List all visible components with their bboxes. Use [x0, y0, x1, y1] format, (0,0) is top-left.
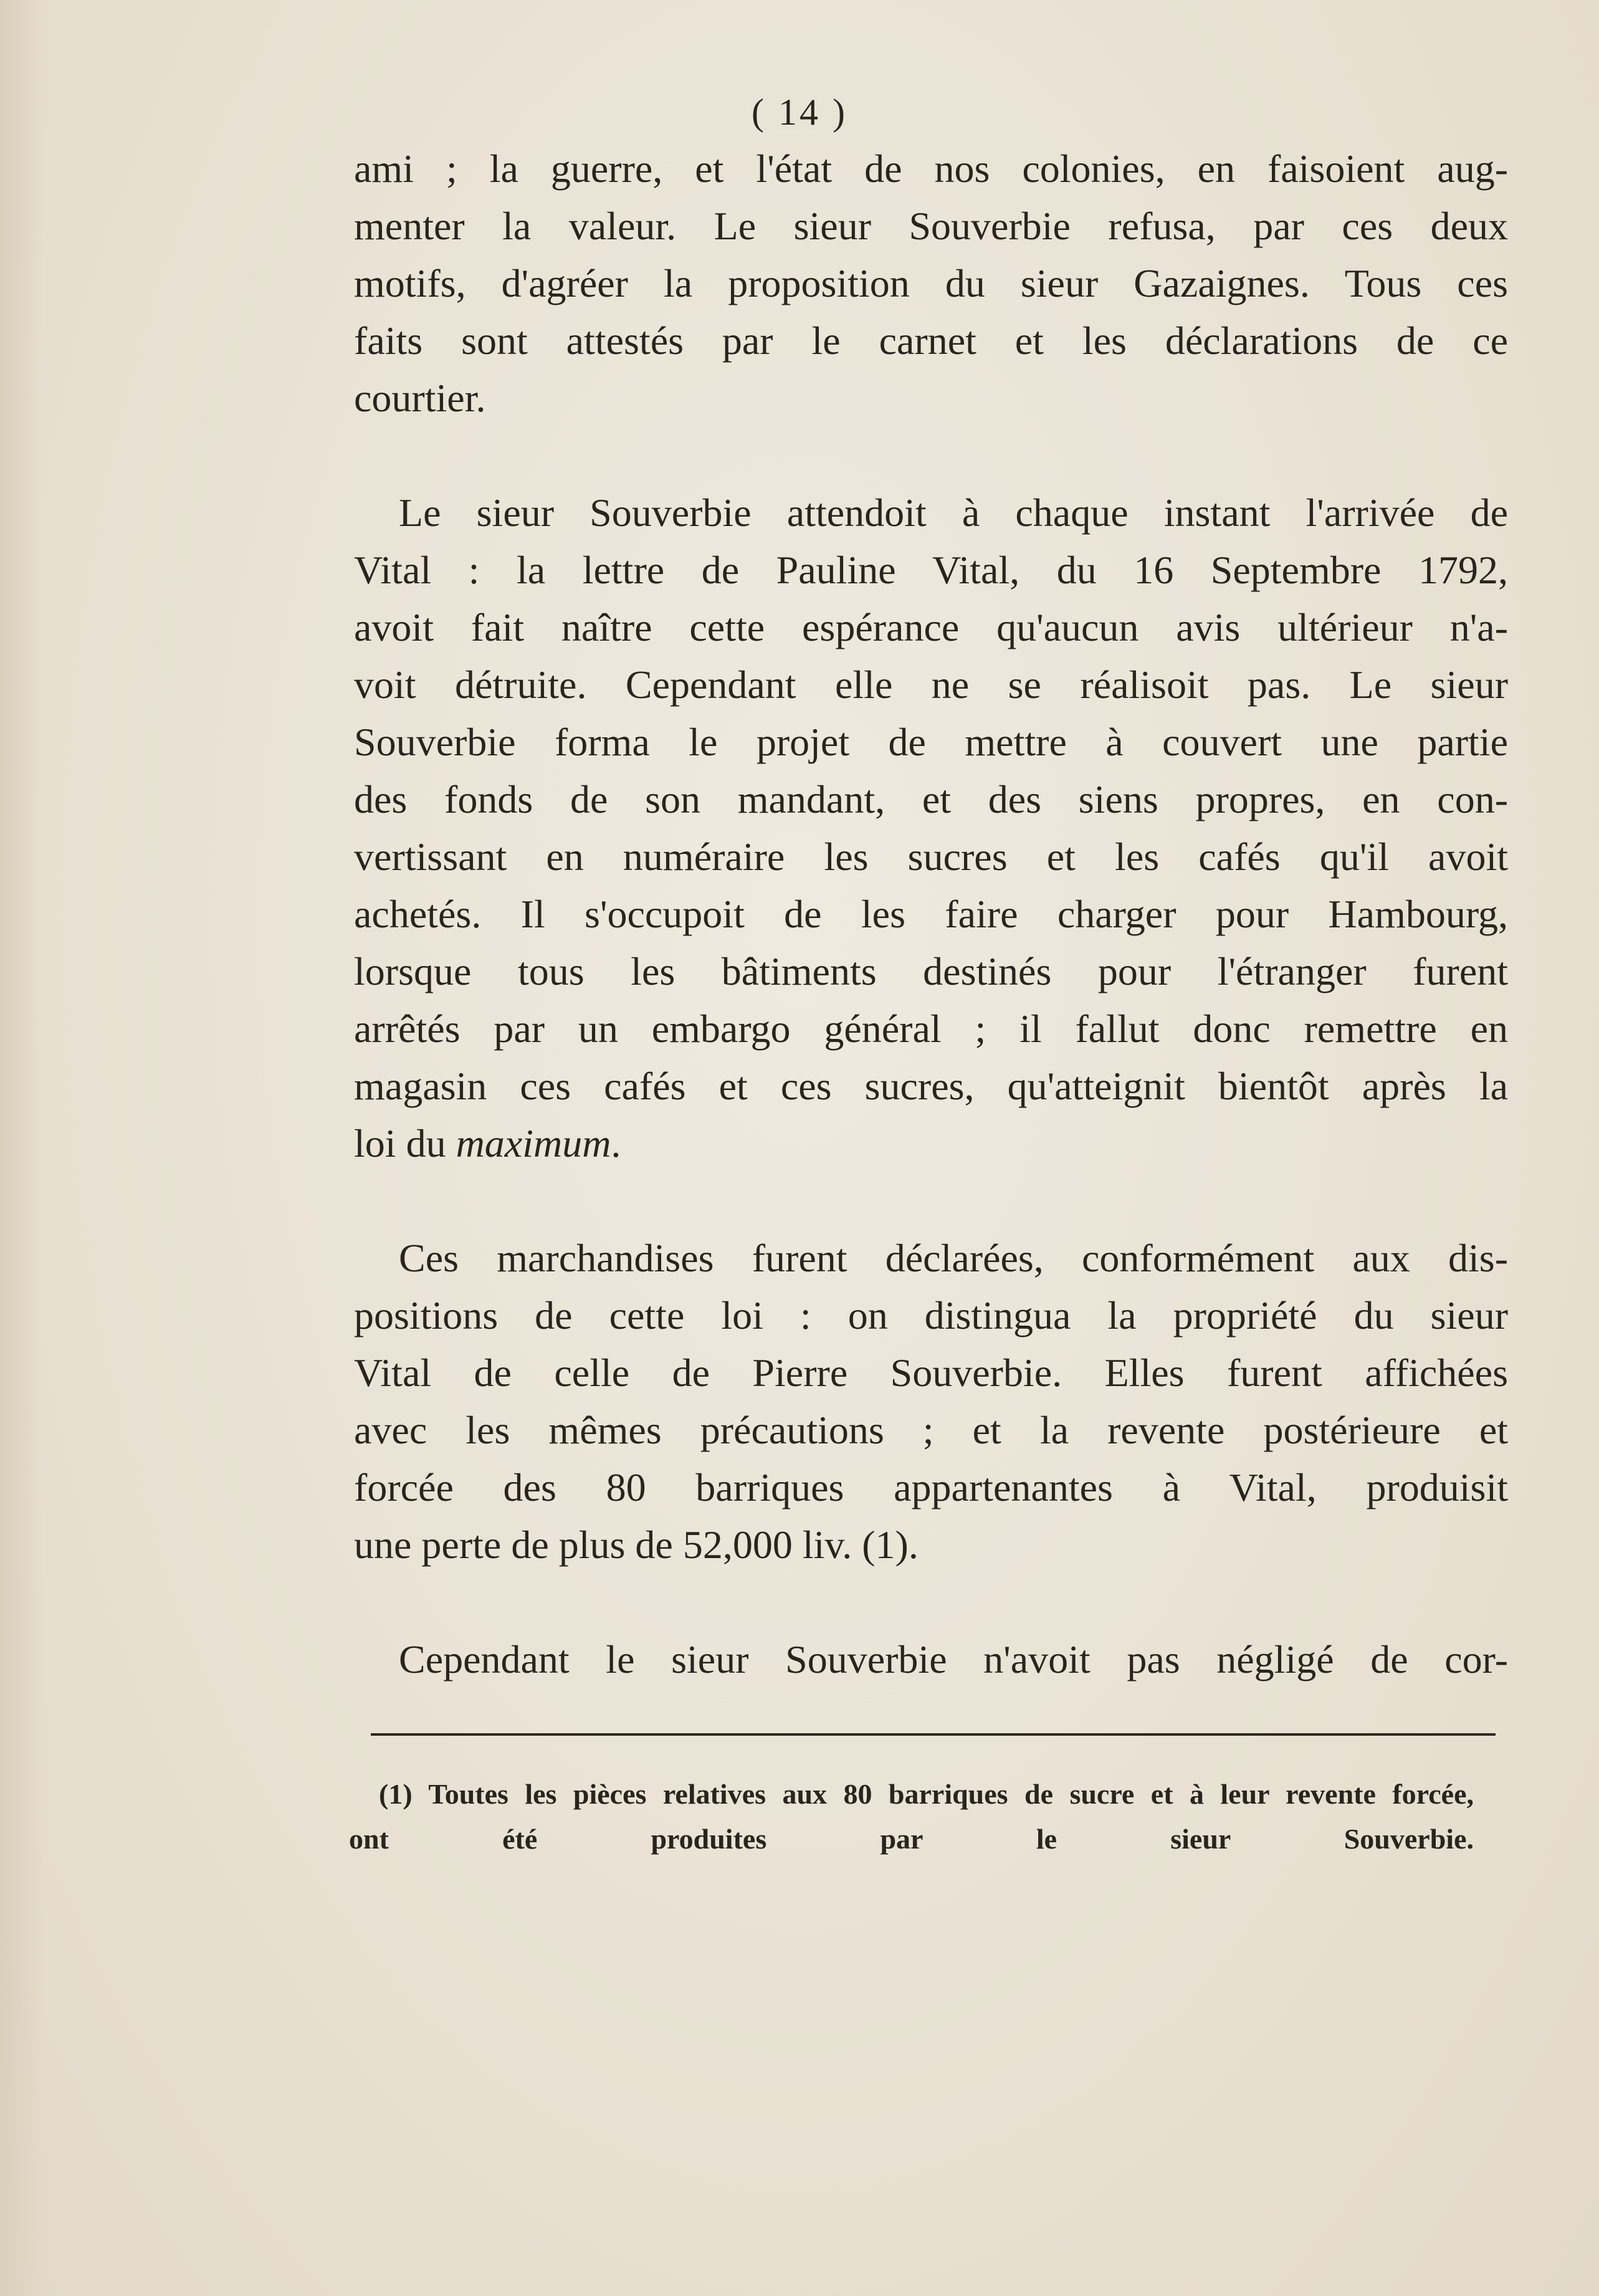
text-line: une perte de plus de 52,000 liv. (1).	[354, 1523, 919, 1567]
body-text	[354, 140, 1508, 1746]
text-line: voit détruite. Cependant elle ne se réalisoit pas. Le sieur	[354, 662, 1508, 707]
text-line: Souverbie forma le projet de mettre à couvert une partie	[354, 720, 1508, 764]
text-line-last	[354, 1115, 1508, 1172]
paragraph-4	[354, 1631, 1508, 1688]
footnote-line: ont été produites par le sieur Souverbie.	[349, 1823, 1474, 1855]
paragraph-2	[354, 484, 1508, 1172]
text-line: vertissant en numéraire les sucres et les cafés qu'il avoit	[354, 835, 1508, 879]
text-fragment: loi du	[354, 1121, 456, 1165]
italic-term: maximum	[456, 1121, 611, 1165]
text-line: Le sieur Souverbie attendoit à chaque instant l'arrivée de	[399, 490, 1508, 535]
footnote	[349, 1772, 1474, 1862]
text-fragment: .	[611, 1121, 621, 1165]
page-edge-shadow	[0, 0, 44, 2296]
text-line: Ces marchandises furent déclarées, conformément aux dis-	[399, 1236, 1508, 1280]
text-line: courtier.	[354, 376, 486, 420]
page-number: ( 14 )	[752, 92, 847, 133]
text-line: lorsque tous les bâtiments destinés pour l'étranger furent	[354, 949, 1508, 993]
text-line: Cependant le sieur Souverbie n'avoit pas négligé de cor-	[399, 1637, 1508, 1681]
paragraph-1	[354, 140, 1508, 427]
text-line: motifs, d'agréer la proposition du sieur Gazaignes. Tous ces	[354, 261, 1508, 305]
text-line: ami ; la guerre, et l'état de nos colonies, en faisoient aug-	[354, 146, 1508, 191]
text-line: Vital : la lettre de Pauline Vital, du 16 Septembre 1792,	[354, 548, 1508, 592]
text-line: Vital de celle de Pierre Souverbie. Elles furent affichées	[354, 1351, 1508, 1395]
text-line: positions de cette loi : on distingua la propriété du sieur	[354, 1293, 1508, 1337]
text-line: forcée des 80 barriques appartenantes à Vital, produisit	[354, 1465, 1508, 1509]
text-line: des fonds de son mandant, et des siens propres, en con-	[354, 777, 1508, 821]
paragraph-3	[354, 1230, 1508, 1574]
text-line: magasin ces cafés et ces sucres, qu'atteignit bientôt après la	[354, 1064, 1508, 1108]
text-line: menter la valeur. Le sieur Souverbie refusa, par ces deux	[354, 204, 1508, 248]
text-line: arrêtés par un embargo général ; il fallut donc remettre en	[354, 1007, 1508, 1051]
footnote-line: (1) Toutes les pièces relatives aux 80 barriques de sucre et à leur revente forcée,	[379, 1778, 1474, 1810]
footnote-divider	[371, 1733, 1496, 1736]
text-line: avoit fait naître cette espérance qu'aucun avis ultérieur n'a-	[354, 605, 1508, 649]
text-line: faits sont attestés par le carnet et les déclarations de ce	[354, 318, 1508, 363]
text-line: avec les mêmes précautions ; et la revente postérieure et	[354, 1408, 1508, 1452]
text-line: achetés. Il s'occupoit de les faire charger pour Hambourg,	[354, 892, 1508, 936]
